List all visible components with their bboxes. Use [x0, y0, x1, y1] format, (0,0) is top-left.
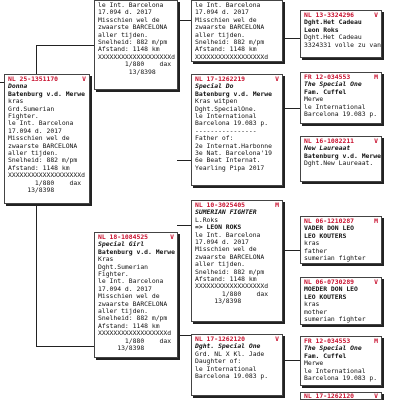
ring-number: NL 10-3025405	[195, 201, 246, 209]
card-text-line: Barcelona 19.083 p.	[195, 119, 269, 128]
pedigree-card-vader-don-leo[interactable]	[300, 216, 382, 264]
card-text-line: Misschien wel de	[8, 134, 70, 143]
ring-number: NL 17-1262219	[195, 75, 246, 83]
card-text-line: le Int. Barcelona	[98, 277, 164, 286]
pedigree-card-special-do[interactable]	[191, 74, 283, 186]
card-text-line: le International	[195, 364, 257, 373]
card-text-line: sumerian fighter	[304, 254, 366, 263]
card-text-line: 17.094 d. 2017	[98, 284, 152, 293]
card-text-line: Merwe	[304, 359, 324, 368]
ring-number: NL 06-0730289	[304, 278, 355, 286]
card-text-line: Fam. Cuffel	[304, 87, 347, 96]
card-text-line: zwaarste BARCELONA	[98, 299, 168, 308]
card-text-line: 17.094 d. 2017	[195, 238, 249, 247]
ring-number: NL 13-3324296	[304, 11, 355, 19]
card-text-line: Dght. Special One	[195, 342, 261, 351]
card-text-line: Grd. NL X Kl. Jade	[195, 349, 265, 358]
card-text-line: Dght.Het Cadeau	[304, 33, 362, 42]
pigeon-name: The Special One	[304, 344, 362, 353]
card-text-line: zwaarste BARCELONA	[195, 23, 265, 32]
card-text-line: Snelheid: 882 m/pm	[195, 38, 265, 47]
card-text-line: mother	[304, 307, 328, 316]
card-text-line: 3324331 volle zu van	[304, 40, 381, 49]
card-text-line: Snelheid: 882 m/pm	[195, 267, 265, 276]
pedigree-card-moeder-don-leo[interactable]	[300, 277, 382, 325]
connector-line	[36, 45, 94, 46]
card-text-line: 3e Nat. Barcelona'19	[195, 149, 272, 158]
card-text-line: Afstand: 1148 km	[98, 45, 160, 54]
pedigree-card-special-girl[interactable]	[94, 232, 178, 358]
pigeon-name: Special Girl	[98, 240, 145, 249]
card-text-line: Barcelona 19.083 p.	[195, 372, 269, 381]
card-text-line: zwaarste BARCELONA	[8, 141, 78, 150]
card-text-line: Afstand: 1148 km	[195, 275, 257, 284]
card-text-line: Yearling Pipa 2017	[195, 163, 265, 172]
card-text-line: Batenburg v.d. Merwe	[304, 151, 381, 160]
card-text-line: Batenburg v.d. Merwe	[195, 89, 272, 98]
sex-marker: V	[275, 335, 279, 343]
card-text-line: XXXXXXXXXXXXXXXXXXXd	[98, 52, 175, 61]
card-text-line: VADER DON LEO	[304, 224, 355, 233]
card-text-line: Misschien wel de	[98, 292, 160, 301]
card-text-line: MOEDER DON LEO	[304, 285, 358, 294]
card-text-line: XXXXXXXXXXXXXXXXXXd	[98, 329, 172, 338]
ring-number: NL 25-1351170	[8, 75, 59, 83]
card-text-line: 1/880 dax	[8, 178, 82, 187]
pigeon-name: The Special One	[304, 80, 362, 89]
card-text-line: le Int. Barcelona	[98, 1, 164, 9]
connector-line	[36, 346, 94, 347]
card-text-line: kras	[8, 97, 24, 106]
card-text-line: Kras witpen	[195, 97, 238, 106]
card-text-line: Merwe	[304, 95, 324, 104]
card-text-line: 13/8398	[195, 297, 242, 306]
card-text-line: zwaarste BARCELONA	[195, 252, 265, 261]
card-text-line: Fighter.	[98, 270, 129, 279]
card-text-line: aller tijden.	[195, 260, 246, 269]
ring-number: FR 12-034553	[304, 73, 351, 81]
card-text-line: 1/880 dax	[98, 60, 172, 69]
card-text-line: zwaarste BARCELONA	[98, 23, 168, 32]
card-text-line: le Int. Barcelona	[195, 230, 261, 239]
pedigree-card-donna[interactable]	[4, 74, 90, 204]
pedigree-card-the-special-one-lower[interactable]	[300, 336, 382, 386]
card-text-line: 17.094 d. 2017	[195, 8, 249, 17]
card-text-line: aller tijden.	[195, 30, 246, 39]
card-text-line: le Int. Barcelona	[195, 1, 261, 9]
pedigree-card-dght-het-cadeau[interactable]	[300, 10, 382, 58]
card-text-line: 17.094 d. 2017	[98, 8, 152, 17]
card-text-line: Snelheid: 882 m/pm	[8, 156, 78, 165]
card-text-line: Dght.New Laureaat.	[304, 159, 374, 168]
card-text-line: 13/8398	[8, 186, 55, 195]
card-text-line: LEO KOUTERS	[304, 292, 347, 301]
card-text-line: le International	[304, 102, 366, 111]
card-text-line: 13/8398	[98, 344, 145, 353]
sex-marker: V	[374, 137, 378, 145]
card-text-line: 1/880 dax	[98, 336, 172, 345]
pedigree-card-top-partial[interactable]	[94, 0, 178, 90]
sex-marker: M	[374, 337, 378, 345]
card-text-line: kras	[304, 300, 320, 309]
sex-marker: M	[275, 201, 279, 209]
card-text-line: ----------------	[195, 126, 257, 135]
card-text-line: Misschien wel de	[98, 15, 160, 24]
connector-line	[177, 335, 191, 336]
pedigree-card-sumerian-fighter[interactable]	[191, 200, 283, 322]
card-text-line: Father of:	[195, 134, 234, 143]
card-text-line: 1/880 dax	[195, 289, 269, 298]
card-text-line: Kras	[98, 255, 114, 264]
card-text-line: XXXXXXXXXXXXXXXXXXd	[195, 282, 269, 291]
card-text-line: L.Roks	[195, 215, 219, 224]
card-text-line: XXXXXXXXXXXXXXXXXXd	[195, 52, 269, 61]
card-text-line: 17.094 d. 2017	[8, 126, 62, 135]
card-text-line: aller tijden.	[98, 30, 149, 39]
pedigree-card-new-laureaat[interactable]	[300, 136, 382, 182]
pedigree-card-bottom-partial[interactable]	[300, 392, 382, 400]
card-text-line: 2e Internat.Harbonne	[195, 141, 272, 150]
card-text-line: aller tijden.	[98, 307, 149, 316]
card-text-line: le International	[195, 112, 257, 121]
card-text-line: sumerian fighter	[304, 315, 366, 324]
pedigree-card-dght-special-one[interactable]	[191, 334, 283, 396]
card-text-line: Snelheid: 882 m/pm	[98, 314, 168, 323]
card-text-line: LEO KOUTERS	[304, 231, 347, 240]
ring-number: NL 16-1082211	[304, 137, 355, 145]
card-text-line: Grd.Sumerian	[8, 104, 55, 113]
card-text-line: Fam. Cuffel	[304, 351, 347, 360]
sex-marker: V	[170, 233, 174, 241]
connector-line	[282, 250, 300, 251]
ring-number: NL 17-1262120	[195, 335, 246, 343]
connector-line	[177, 225, 191, 226]
pedigree-card-top-right-partial[interactable]	[191, 0, 283, 62]
card-text-line: aller tijden.	[8, 149, 59, 158]
connector-line	[282, 360, 300, 361]
card-text-line: 13/8398	[98, 67, 156, 76]
card-text-line: New Laureaat	[304, 144, 351, 153]
card-text-line: Dght.Sumerian	[98, 262, 149, 271]
card-text-line: Snelheid: 882 m/pm	[98, 38, 168, 47]
pigeon-name: Donna	[8, 82, 28, 91]
card-text-line: Dght.Het Cadeau	[304, 18, 362, 27]
card-text-line: Barcelona 19.083 p.	[304, 374, 378, 383]
ring-number: FR 12-034553	[304, 337, 351, 345]
card-text-line: Barcelona 19.083 p.	[304, 110, 378, 119]
card-text-line: le Int. Barcelona	[8, 119, 74, 128]
pedigree-card-the-special-one-upper[interactable]	[300, 72, 382, 124]
card-text-line: XXXXXXXXXXXXXXXXXXXd	[8, 171, 85, 180]
connector-line	[177, 160, 191, 161]
sex-marker: V	[275, 75, 279, 83]
sex-marker: V	[374, 278, 378, 286]
card-text-line: Leon Roks	[304, 25, 339, 34]
card-text-line: Afstand: 1148 km	[195, 45, 257, 54]
sex-marker: M	[374, 217, 378, 225]
card-text-line: Afstand: 1148 km	[98, 321, 160, 330]
sex-marker: V	[374, 392, 378, 400]
ring-number: NL 18-1084525	[98, 233, 149, 241]
card-text-line: father	[304, 246, 328, 255]
card-text-line: Afstand: 1148 km	[8, 163, 70, 172]
pigeon-name: Special Do	[195, 82, 234, 91]
ring-number: NL 17-1262120	[304, 392, 355, 400]
card-text-line: Batenburg v.d. Merwe	[98, 247, 175, 256]
card-text-line: Fighter.	[8, 112, 39, 121]
card-text-line: Misschien wel de	[195, 15, 257, 24]
connector-line	[282, 38, 300, 39]
card-text-line: Batenburg v.d. Merwe	[8, 89, 85, 98]
sex-marker: V	[374, 11, 378, 19]
connector-line	[177, 20, 191, 21]
card-text-line: Daughter of:	[195, 357, 242, 366]
sex-marker: M	[374, 73, 378, 81]
card-text-line: le International	[304, 366, 366, 375]
connector-line	[282, 108, 300, 109]
ring-number: NL 06-1210287	[304, 217, 355, 225]
pigeon-name: SUMERIAN FIGHTER	[195, 208, 257, 217]
sex-marker: V	[82, 75, 86, 83]
card-text-line: => LEON ROKS	[195, 223, 242, 232]
card-text-line: Misschien wel de	[195, 245, 257, 254]
card-text-line: 6e Beat Internat.	[195, 156, 261, 165]
card-text-line: Dght.SpecialOne.	[195, 104, 257, 113]
card-text-line: kras	[304, 239, 320, 248]
